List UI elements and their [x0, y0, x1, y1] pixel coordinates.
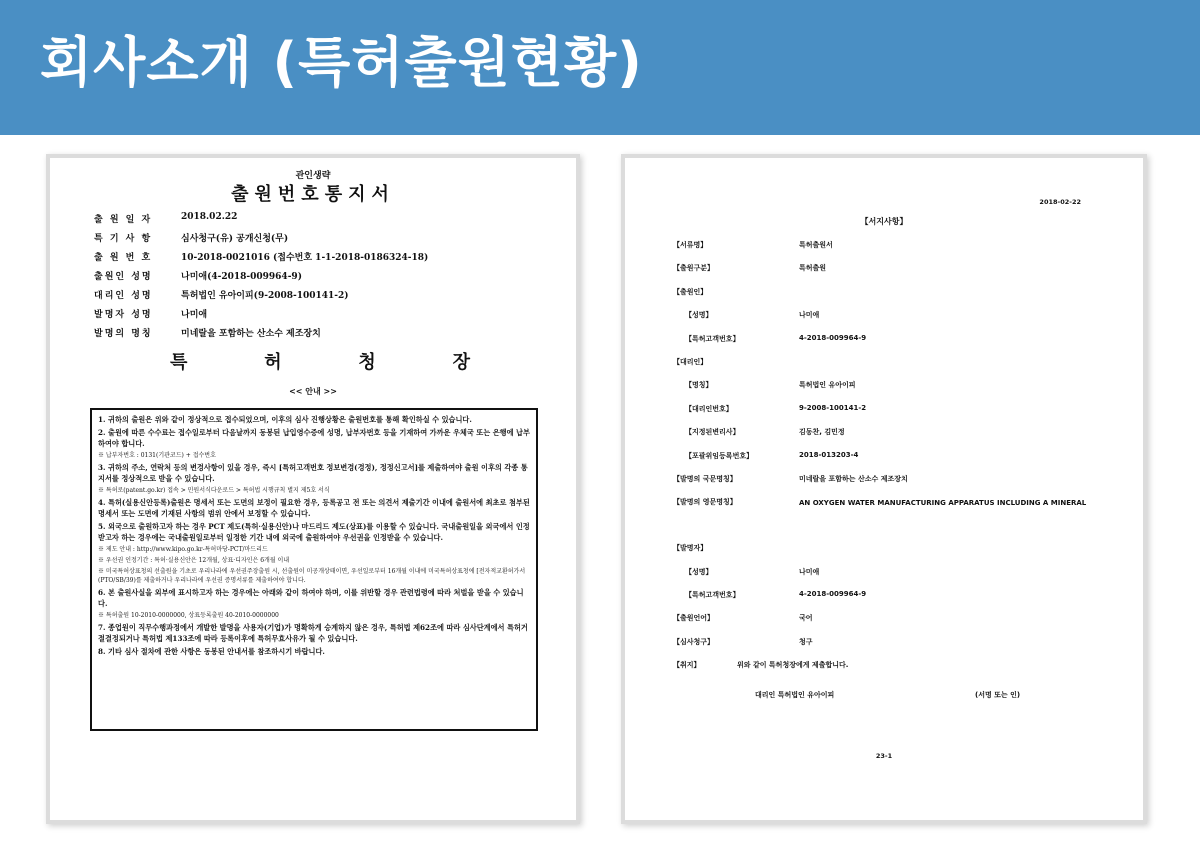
field-value: 나미애	[181, 310, 208, 320]
guide-note: ※ 우선권 인정기간 : 특허·실용신안은 12개월, 상표·디자인은 6개월 이내	[98, 557, 290, 564]
field-label: 출 원 번 호	[94, 253, 153, 263]
guide-item: 2. 출원에 따른 수수료는 접수일로부터 다음날까지 동봉된 납입영수증에 성명, 납부자번호 등을 기재하여 가까운 우체국 또는 은행에 납부하여야 합니다.	[98, 428, 530, 448]
bib-label: 【특허고객번호】	[685, 591, 740, 600]
bib-value: 국어	[799, 614, 813, 623]
guide-note: ※ 특허출원 10-2010-0000000, 상표등록출원 40-2010-0000000	[98, 612, 279, 619]
office-char: 허	[264, 352, 282, 373]
field-label: 특 기 사 항	[94, 234, 153, 244]
bib-value: 청구	[799, 637, 813, 646]
bib-value: 미네랄을 포함하는 산소수 제조장치	[799, 474, 908, 483]
application-notice-document	[50, 158, 576, 820]
guide-note: ※ 미국특허상표청의 선출원을 기초로 우리나라에 우선권주장출원 시, 선출원이 미공개상태이면, 우선일로부터 16개월 이내에 미국특허상표청에 [전자적교환허가서(PTO/SB/39)를 제출하거나 우리나라에 우선권 증명서류를 제출하여야 합니다.	[98, 568, 526, 584]
patent-office-commissioner	[170, 348, 470, 374]
bib-value: 4-2018-009964-9	[799, 333, 867, 342]
seal-omitted-text: 관인생략	[295, 171, 331, 181]
guide-item: 6. 본 출원사실을 외부에 표시하고자 하는 경우에는 아래와 같이 하여야 하며, 이를 위반할 경우 관련법령에 따라 처벌을 받을 수 있습니다.	[98, 588, 524, 608]
bib-value: 특허출원서	[799, 241, 833, 249]
bib-label: 【취지】	[673, 661, 701, 670]
bib-label: 【심사청구】	[673, 637, 715, 646]
bib-label: 【지정된변리사】	[685, 428, 740, 437]
field-value: 10-2018-0021016 (접수번호 1-1-2018-0186324-18)	[181, 253, 429, 263]
bib-label: 【출원인】	[673, 287, 708, 296]
bibliography-heading: 【서지사항】	[860, 217, 908, 226]
field-label: 대리인 성명	[94, 291, 153, 301]
bib-value: 나미애	[799, 311, 820, 320]
field-value: 2018.02.22	[181, 212, 238, 222]
bib-value: 특허출원	[799, 264, 827, 273]
office-char: 청	[358, 352, 376, 373]
header-banner	[0, 0, 1200, 135]
guide-box	[90, 408, 538, 731]
bib-label: 【대리인번호】	[685, 404, 733, 413]
field-value: 미네랄을 포함하는 산소수 제조장치	[181, 329, 321, 339]
bib-value: 나미애	[799, 567, 820, 576]
guide-note: ※ 납부자번호 : 0131(기관코드) + 접수번호	[98, 452, 216, 459]
bib-label: 【출원언어】	[673, 614, 715, 623]
field-value: 특허법인 유아이피(9-2008-100141-2)	[181, 291, 349, 301]
guide-item: 1. 귀하의 출원은 위와 같이 정상적으로 접수되었으며, 이후의 심사 진행상황은 출원번호를 통해 확인하실 수 있습니다.	[98, 415, 472, 424]
bib-value: 위와 같이 특허청장에게 제출합니다.	[737, 661, 849, 670]
notice-title: 출원번호통지서	[231, 184, 395, 205]
signature-or-seal-text: (서명 또는 인)	[975, 691, 1021, 699]
agent-signature-text: 대리인 특허법인 유아이피	[755, 691, 835, 699]
office-char: 특	[170, 352, 188, 373]
bib-label: 【성명】	[685, 311, 713, 320]
guide-item: 8. 기타 심사 절차에 관한 사항은 동봉된 안내서를 참조하시기 바랍니다.	[98, 647, 325, 656]
office-char: 장	[452, 352, 470, 373]
field-label: 출원인 성명	[94, 272, 153, 282]
bib-label: 【대리인】	[673, 357, 708, 366]
bib-label: 【발명자】	[673, 544, 708, 553]
field-value: 심사청구(유) 공개신청(무)	[181, 234, 289, 244]
bib-value: 4-2018-009964-9	[799, 590, 867, 599]
field-label: 발명자 성명	[94, 310, 153, 320]
guide-item: 5. 외국으로 출원하고자 하는 경우 PCT 제도(특허·실용신안)나 마드리드 제도(상표)를 이용할 수 있습니다. 국내출원일을 외국에서 인정받고자 하는 경우에는 국내출원일로부터 일정한 기간 내에 외국에 출원하여야 우선권을 인정받을 수 있습니다.	[98, 522, 530, 542]
bib-value: 특허법인 유아이피	[799, 381, 856, 390]
guide-item: 7. 종업원이 직무수행과정에서 개발한 발명을 사용자(기업)가 명확하게 승계하지 않은 경우, 특허법 제62조에 따라 심사단계에서 특허거절결정되거나 특허법 제133조에 따라 등록이후에 특허무효사유가 될 수 있습니다.	[98, 623, 528, 643]
guide-item: 3. 귀하의 주소, 연락처 등의 변경사항이 있을 경우, 즉시 [특허고객번호 정보변경(경정), 정정신고서]를 제출하여야 출원 이후의 각종 통지서를 정상적으로 받을 수 있습니다.	[98, 463, 528, 483]
document-date: 2018-02-22	[1039, 198, 1081, 206]
bib-label: 【서류명】	[673, 241, 708, 249]
bib-label: 【특허고객번호】	[685, 334, 740, 343]
page-number: 23-1	[875, 752, 893, 760]
bib-value: 9-2008-100141-2	[799, 403, 867, 412]
bib-label: 【포괄위임등록번호】	[685, 451, 754, 460]
field-label: 출 원 일 자	[94, 215, 153, 225]
guide-note: ※ 특허로(patent.go.kr) 접속 > 민원서식다운로드 > 특허법 시행규칙 별지 제5호 서식	[98, 487, 330, 494]
bib-label: 【성명】	[685, 567, 713, 576]
bib-value: 2018-013203-4	[799, 450, 859, 459]
application-bibliography-document	[625, 158, 1143, 820]
bib-label: 【출원구분】	[673, 264, 715, 273]
bib-label: 【발명의 국문명칭】	[673, 474, 737, 483]
guide-note: ※ 제도 안내 : http://www.kipo.go.kr-특허마당-PCT/마드리드	[98, 546, 268, 553]
bib-label: 【발명의 영문명칭】	[673, 498, 737, 507]
guide-item: 4. 특허(실용신안등록)출원은 명세서 또는 도면의 보정이 필요한 경우, 등록공고 전 또는 의견서 제출기간 이내에 출원서에 최초로 첨부된 명세서 또는 도면에 기재된 사항의 범위 안에서 보정할 수 있습니다.	[98, 498, 530, 518]
field-value: 나미애(4-2018-009964-9)	[181, 272, 302, 282]
bib-value: 김동찬, 김민정	[799, 428, 845, 437]
guide-heading: << 안내 >>	[289, 386, 337, 396]
page-title: 회사소개 (특허출원현황)	[40, 31, 643, 94]
field-label: 발명의 명칭	[94, 329, 153, 339]
bib-label: 【명칭】	[685, 381, 713, 390]
bib-value: AN OXYGEN WATER MANUFACTURING APPARATUS INCLUDING A MINERAL	[799, 499, 1087, 508]
